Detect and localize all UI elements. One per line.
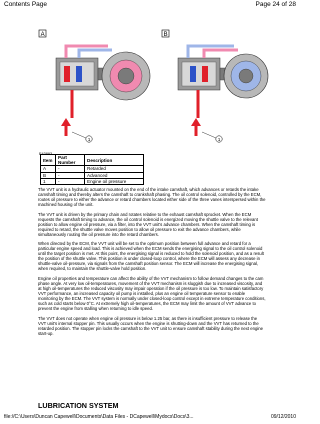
oil-arrow-head-b [191,118,201,126]
table-cell: - [56,172,85,178]
table-cell: - [56,178,85,184]
shuttle-land-a1 [64,66,70,82]
paragraph: The VVT does not operate when engine oil pressure is below 1.25 bar, as there is insufficient pressure to release the VVT unit's internal stopper pin. This usually occurs when the engine is shutting-down and the VVT has returned to the retarded position. The stopper pin locks the camshaft to the VVT unit to ensure camshaft stability during the next engine start-up. [38,315,263,336]
section-heading: LUBRICATION SYSTEM [38,401,119,410]
shuttle-land-a2 [76,66,82,82]
col-item: Item [41,155,56,166]
callout-1-b: 1 [217,138,221,143]
file-path: file://C:\Users\Duncan Capewell\Documents\Data Files - DCapewell\Mydocs\Docs\3... [4,414,194,420]
figure-code: E43893 [39,152,53,156]
shuttle-land-b1 [190,66,196,82]
paragraph: The VVT unit is driven by the primary chain and rotates relative to the exhaust camshaft sprocket. When the ECM requests the camshaft timing to advance, the oil control solenoid is energized moving the shuttle valve to the relevant position to allow engine oil pressure, via a filter, into the VVT unit's advance chambers. When the camshaft timing is required to retard, the shuttle valve moves position to allow oil pressure to exit the advance chambers, while simultaneously routing the oil pressure into the retard chambers. [38,211,258,237]
solenoid-bore-b [182,62,216,86]
table-row [41,178,144,184]
label-b: B [163,31,168,38]
table-cell: 1 [41,178,56,184]
table-header-row [41,155,144,166]
page-footer [4,414,296,422]
body-text [38,187,266,340]
pipe-a-blue [79,50,112,58]
table-cell: Advanced [85,172,144,178]
paragraph: The VVT unit is a hydraulic actuator mounted on the end of the intake camshaft, which advances or retards the intake camshaft timing and thereby alters the camshaft to crankshaft phasing. The oil control solenoid, controlled by the ECM, routes oil pressure to either the advance or retard chambers located either side of the three vanes interspersed within the machined housing of the unit. [38,187,266,208]
vvt-retarded-view [39,30,150,156]
leader-b [202,132,216,138]
table-cell: Engine oil pressure [85,178,144,184]
col-part-number: Part Number [56,155,85,166]
page-header [4,1,296,10]
vvt-hub-a [118,68,134,84]
footer-date: 09/12/2010 [270,414,296,420]
paragraph: When directed by the ECM, the VVT unit will be set to the optimum position between full advance and retard for a particular engine speed and load. This is achieved when the ECM sends the energising signal to the oil control solenoid until the target position is met. At this point, the energising signal is reduced to hold the solenoid position, and as a result the position of the shuttle valve. This position is under closed-loop control, where the ECM will assess any decrease in shuttle-valve oil-pressure, via signals from the camshaft position sensor. The ECM will increase the energising signal, when required, to maintain the shuttle-valve hold position. [38,241,264,272]
col-description: Description [85,155,144,166]
callout-1-a: 1 [87,138,91,143]
vvt-advanced-view [162,30,268,143]
pipe-b-blue [188,46,234,58]
page-number: Page 24 of 28 [255,1,296,8]
oil-arrow-head-a [61,118,71,126]
shuttle-land-b2 [202,66,208,82]
parts-table [40,154,144,185]
label-a: A [40,31,45,38]
table-cell: Retarded [85,166,144,172]
paragraph: Engine oil properties and temperature can affect the ability of the VVT mechanism to follow demand changes to the cam phase angle. At very low oil-temperatures, movement of the VVT mechanism is sluggish due to increased viscosity, and at high oil-temperatures the reduced viscosity may impair operation if the oil pressure is too low. To maintain satisfactory VVT performance, an increased capacity oil pump is installed, plus an engine oil temperature sensor to enable monitoring by the ECM. The VVT system is normally under closed-loop control except in extreme temperature conditions, such as cold starts below 0°C. At extremely high oil-temperatures, the ECM may limit the amount of VVT advance to prevent the engine from stalling when returning to idle speed. [38,275,266,312]
leader-a [72,132,86,138]
pipe-b-pink [204,50,238,58]
vvt-hub-b [239,69,253,83]
table-cell: A [41,166,56,172]
pipe-a-pink [66,46,108,58]
table-cell: B [41,172,56,178]
vvt-diagram [38,28,270,156]
header-title: Contents Page [4,1,48,8]
table-cell: - [56,166,85,172]
